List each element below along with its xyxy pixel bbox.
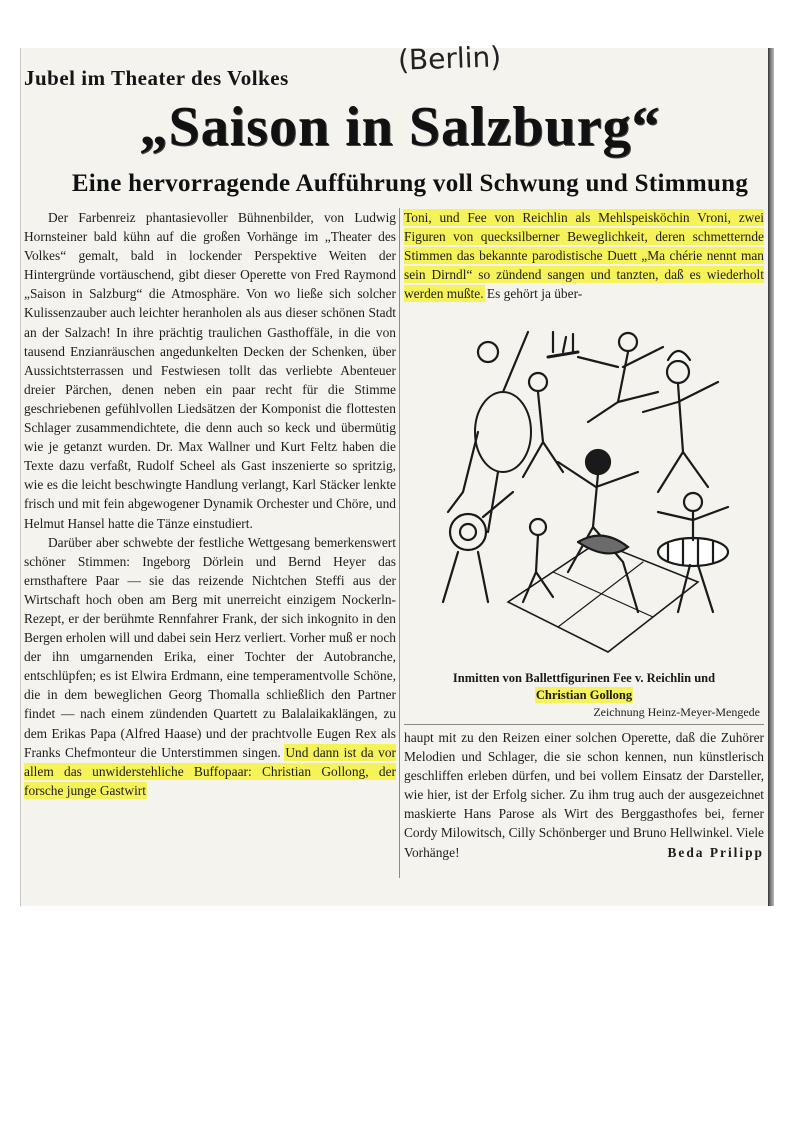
caption-line-2 xyxy=(404,687,764,704)
right-top-paragraph xyxy=(404,208,764,303)
right-bottom-paragraph xyxy=(404,728,764,862)
author-byline: Beda Prilipp xyxy=(667,844,764,860)
left-column xyxy=(24,208,396,800)
caption-highlight: Christian Gollong xyxy=(535,688,633,702)
illustration-credit: Zeichnung Heinz-Meyer-Mengede xyxy=(593,705,760,719)
column-divider xyxy=(399,208,400,878)
caption-line-1: Inmitten von Ballettfigurinen Fee v. Reichlin und xyxy=(452,671,716,685)
paragraph-1: Der Farbenreiz phantasievoller Bühnenbilder, von Ludwig Hornsteiner bald kühn auf die großen Vorhänge im „Theater des Volkes“ gemalt, bald in lockender Perspektive Weiten der Hintergründe vortäuschend, gibt dieser Operette von Fred Raymond „Saison in Salzburg“ die Atmosphäre. Von wo ließe sich solcher Kulissenzauber auch leichter heranholen als aus dieser schönen Stadt an der Salzach! In ihre prächtig traulichen Gasthoffäle, in die von tausend Enzianräuschen angedunkelten Decken der Schenken, über Aussichtsterrassen und Festwiesen tollt das verliebte Abenteuer dreier Pärchen, denen neben ein paar recht für die Stimme geschriebenen gefühlvollen Liedsätzen der Komponist die flottesten Schlager zusammendichtete, die denn auch so keck und übermütig wie je getanzt wurden. Dr. Max Wallner und Kurt Feltz haben die Texte dazu verfaßt, Rudolf Scheel als Gast inszenierte so spritzig, wie es die leicht beschwingte Handlung verlangt, Karl Stäcker lenkte frisch und mit fein abgewogener Dynamik Orchester und Chöre, und Helmut Hansel hatte die Tänze einstudiert. xyxy=(24,210,396,531)
ballet-figurines-illustration xyxy=(428,312,748,662)
paragraph-2 xyxy=(24,533,396,800)
right-top-continuation: Es gehört ja über- xyxy=(483,286,583,302)
right-bottom-text: haupt mit zu den Reizen einer solchen Operette, daß die Zuhörer Melodien und Schlager, die sie schon kennen, nun künstlerisch geschliffen erleben dürfen, und bei vollem Einsatz der Darsteller, wie hier, ist der Erfolg sicher. Zu ihm trug auch der ausgezeichnet maskierte Hans Parose als Wirt des Berggasthofes bei, ferner Cordy Milowitsch, Cilly Schönberger und Bruno Hellwinkel. Viele Vorhänge! xyxy=(404,730,764,860)
handwritten-location-note: (Berlin) xyxy=(397,40,502,77)
highlighted-passage-duett: Toni, und Fee von Reichlin als Mehlspeisköchin Vroni, zwei Figuren von quecksilberner Beweglichkeit, deren schmetternde Stimmen das bekannte parodistische Duett „Ma chérie nennt man sein Dirndl“ so zündend sangen und tanzten, daß es wiederholt werden mußte. xyxy=(404,210,764,302)
illustration-caption xyxy=(404,670,764,704)
article-kicker: Jubel im Theater des Volkes xyxy=(24,66,289,90)
article-subheadline: Eine hervorragende Aufführung voll Schwung und Stimmung xyxy=(71,170,749,197)
right-column-bottom xyxy=(404,728,764,862)
right-column-top xyxy=(404,208,764,303)
scan-edge-shadow xyxy=(768,48,774,906)
highlighted-passage-buffopaar: Und dann ist da vor allem das unwiderstehliche Buffopaar: Christian Gollong, der forsche junge Gastwirt xyxy=(24,744,397,798)
article-headline: „Saison in Salzburg“ xyxy=(139,96,661,158)
paragraph-2-text: Darüber aber schwebte der festliche Wettgesang bemerkenswert schöner Stimmen: Ingeborg Dörlein und Bernd Heyer das ernsthaftere Paar — sie das reizende Nichtchen Steffi aus der Wirtschaft hoch oben am Berg mit unerreicht einzigem Nockerln-Rezept, er der berühmte Rennfahrer Frank, der sich inkognito in den Bergen erholen will und dabei sein Herz verliert. Vorher muß er noch der ihn umgarnenden Erika, einer Tochter der Autobranche, entschlüpfen; es ist Elwira Erdmann, eine temperamentvolle Schöne, die in dem beweglichen Georg Thomalla schließlich den Partner findet — nach einem zündenden Quartett zu Balalaikaklängen, zu dem Erikas Papa (Alfred Haase) und der prachtvolle Eugen Rex als Franks Chefmonteur die Unterstimmen singen. xyxy=(24,534,396,760)
caption-divider xyxy=(404,724,764,725)
